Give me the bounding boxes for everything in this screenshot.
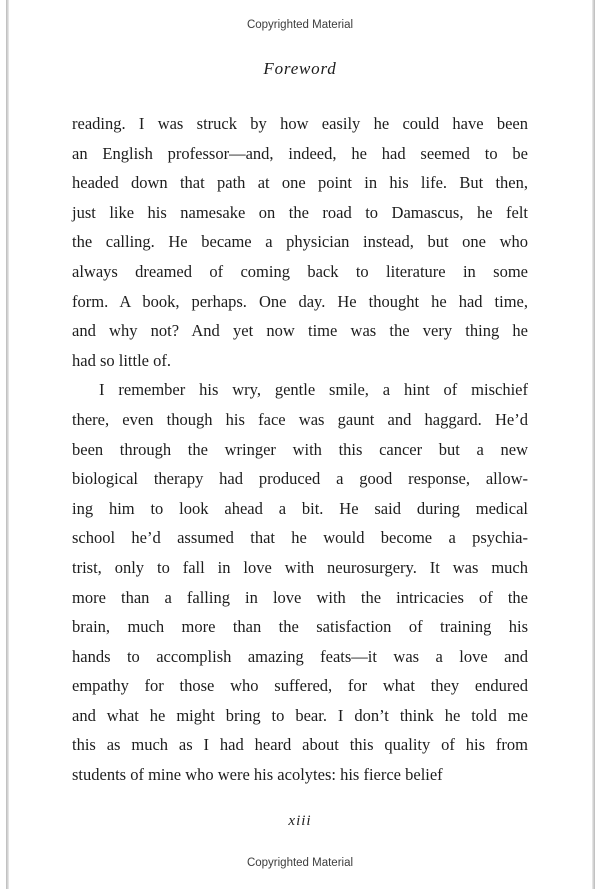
text-line: the calling. He became a physician instead, but one who — [72, 232, 528, 252]
text-line: I remember his wry, gentle smile, a hint of mischief — [99, 380, 528, 400]
text-line: this as much as I had heard about this quality of his from — [72, 735, 528, 755]
text-line: hands to accomplish amazing feats—it was a love and — [72, 646, 528, 666]
text-line: been through the wringer with this cancer but a new — [72, 439, 528, 459]
text-line: ing him to look ahead a bit. He said during medical — [72, 498, 528, 518]
page-edge-left — [6, 0, 9, 889]
text-line: more than a falling in love with the intricacies of the — [72, 587, 528, 607]
text-line: had so little of. — [72, 350, 171, 370]
text-line: always dreamed of coming back to literature in some — [72, 261, 528, 281]
paragraph — [72, 109, 528, 375]
page-number: xiii — [288, 812, 312, 829]
section-title: Foreword — [263, 59, 337, 78]
text-line: biological therapy had produced a good response, allow- — [72, 469, 528, 489]
top-copyright-notice: Copyrighted Material — [246, 19, 354, 31]
text-line: just like his namesake on the road to Damascus, he felt — [72, 202, 528, 222]
text-line: trist, only to fall in love with neurosurgery. It was much — [72, 557, 528, 577]
bottom-copyright-notice: Copyrighted Material — [246, 856, 354, 869]
body-text — [72, 109, 528, 790]
text-line: an English professor—and, indeed, he had seemed to be — [72, 143, 528, 163]
text-line: school he’d assumed that he would become a psychia- — [72, 528, 528, 548]
text-line: form. A book, perhaps. One day. He thought he had time, — [72, 291, 528, 311]
text-line: and what he might bring to bear. I don’t think he told me — [72, 705, 528, 725]
text-line: there, even though his face was gaunt and haggard. He’d — [72, 409, 528, 429]
paragraph — [72, 375, 528, 789]
text-line: students of mine who were his acolytes: his fierce belief — [72, 765, 443, 785]
page-edge-right — [592, 0, 595, 889]
text-line: headed down that path at one point in his life. But then, — [72, 173, 528, 193]
text-line: and why not? And yet now time was the very thing he — [72, 321, 528, 341]
text-line: reading. I was struck by how easily he could have been — [72, 114, 528, 133]
text-line: brain, much more than the satisfaction of training his — [72, 617, 528, 637]
text-line: empathy for those who suffered, for what they endured — [72, 676, 528, 696]
